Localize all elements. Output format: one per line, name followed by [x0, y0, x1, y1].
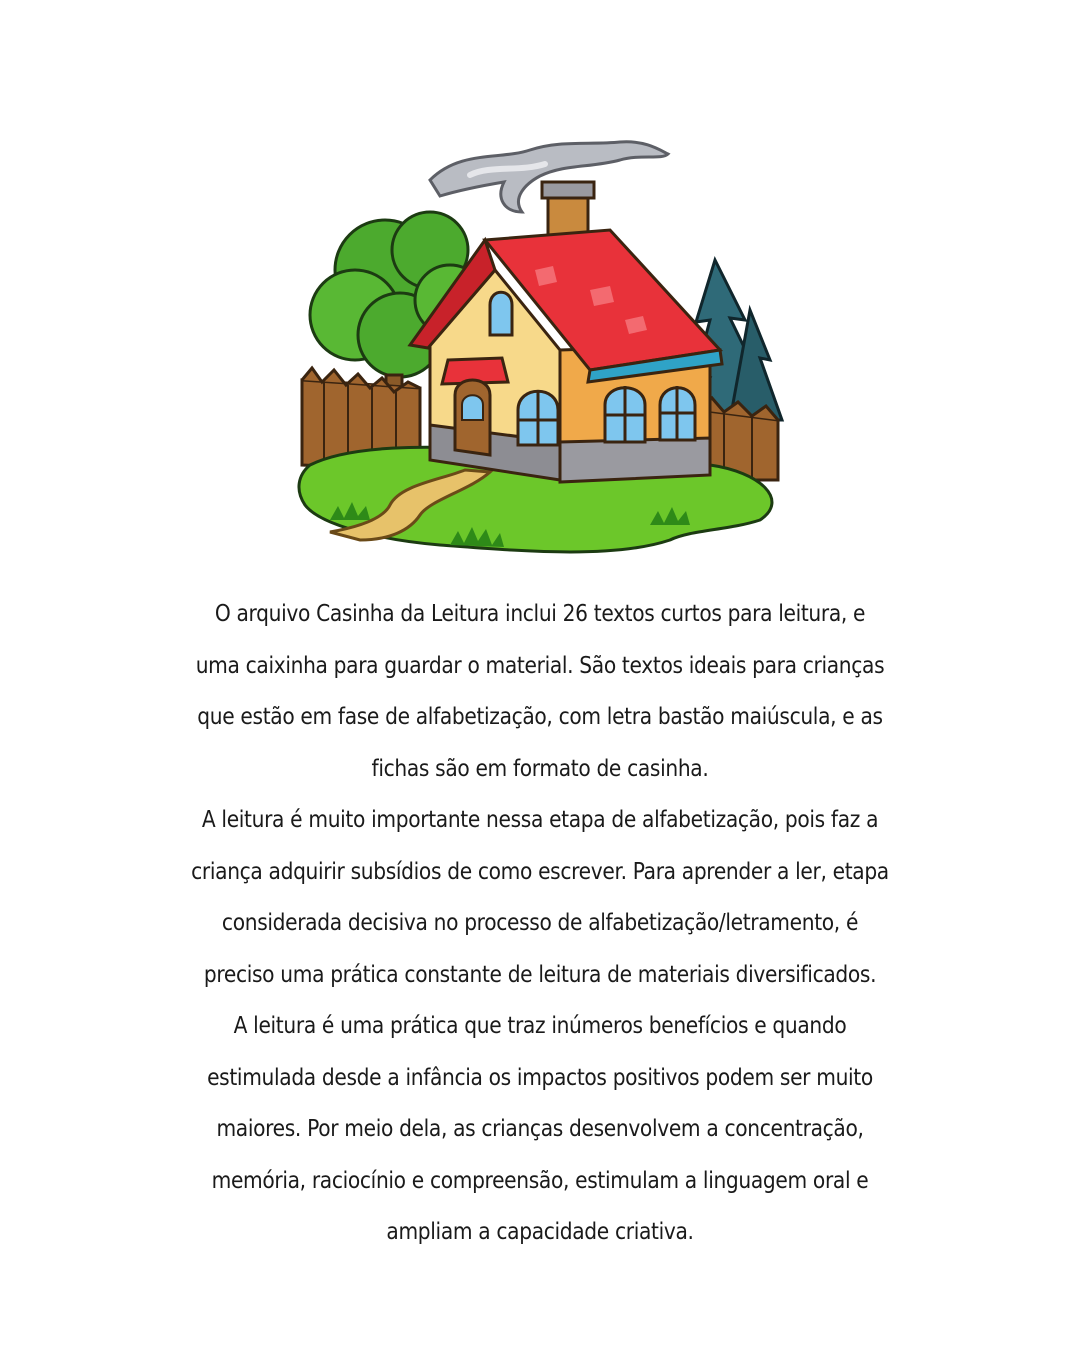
text-line: ampliam a capacidade criativa. [386, 1217, 694, 1245]
text-line: preciso uma prática constante de leitura de materiais diversificados. [203, 959, 877, 988]
text-line: que estão em fase de alfabetização, com letra bastão maiúscula, e as [197, 702, 883, 730]
text-line: considerada decisiva no processo de alfabetização/letramento, é [221, 908, 859, 936]
house-illustration [290, 120, 790, 560]
text-line: uma caixinha para guardar o material. São textos ideais para crianças [195, 650, 885, 679]
text-line: O arquivo Casinha da Leitura inclui 26 textos curtos para leitura, e [214, 599, 866, 627]
text-line: maiores. Por meio dela, as crianças desenvolvem a concentração, [216, 1114, 864, 1142]
text-line: A leitura é uma prática que traz inúmeros benefícios e quando [233, 1011, 847, 1039]
description-text [120, 588, 960, 1258]
text-line: criança adquirir subsídios de como escrever. Para aprender a ler, etapa [191, 856, 889, 885]
text-line: estimulada desde a infância os impactos positivos podem ser muito [207, 1062, 873, 1091]
text-line: fichas são em formato de casinha. [371, 753, 709, 782]
text-line: A leitura é muito importante nessa etapa de alfabetização, pois faz a [201, 805, 879, 833]
text-line: memória, raciocínio e compreensão, estimulam a linguagem oral e [211, 1165, 869, 1194]
